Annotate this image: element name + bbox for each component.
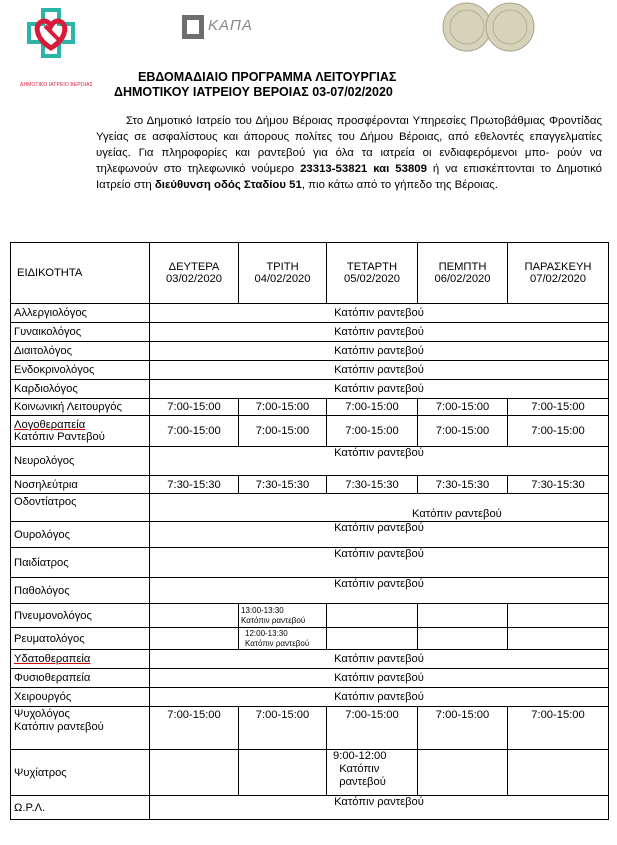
- time-cell: 7:00-15:00: [150, 416, 239, 447]
- specialty-name: Ψυχίατρος: [11, 750, 150, 796]
- specialty-name: Διαιτολόγος: [11, 342, 150, 361]
- table-row: [11, 522, 609, 548]
- schedule-cell: [508, 604, 609, 628]
- schedule-cell: Κατόπιν ραντεβού: [150, 650, 609, 669]
- time-cell: 7:00-15:00: [508, 707, 609, 750]
- specialty-name: Νοσηλεύτρια: [11, 476, 150, 494]
- schedule-cell: [418, 750, 508, 796]
- intro-text-2: ή να επισκέπτονται το Δημοτικό Ιατρείο στη: [96, 163, 602, 191]
- schedule-cell: Κατόπιν ραντεβού: [150, 342, 609, 361]
- table-row: [11, 380, 609, 399]
- table-row: [11, 399, 609, 416]
- time-cell: 7:00-15:00: [508, 416, 609, 447]
- schedule-cell: Κατόπιν ραντεβού: [150, 522, 609, 548]
- specialty-name: Ψυχολόγος Κατόπιν ραντεβού: [11, 707, 150, 750]
- time-cell: 7:30-15:30: [239, 476, 327, 494]
- specialty-name: Παιδίατρος: [11, 548, 150, 578]
- schedule-cell: Κατόπιν ραντεβού: [150, 548, 609, 578]
- time-cell: 7:00-15:00: [327, 707, 418, 750]
- page-subtitle: ΔΗΜΟΤΙΚΟΥ ΙΑΤΡΕΙΟΥ ΒΕΡΟΙΑΣ 03-07/02/2020: [114, 85, 393, 99]
- municipal-clinic-logo: [26, 8, 76, 64]
- intro-text-1: Στο Δημοτικό Ιατρείο του Δήμου Βέροιας προσφέρονται Υπηρεσίες Πρωτοβάθμιας Φροντίδας Υγείας σε ασφαλίστους και άπορους πολίτες του Δήμου Βέροιας, από εθελοντές επαγγελματίες υγείας. Για πληροφορίες και ραντεβού για όλα τα ιατρεία οι ενδιαφερόμενοι μπο- ρούν να τηλεφωνούν στο τηλεφωνικό νούμερο: [96, 115, 602, 175]
- dentist-note: Κατόπιν ραντεβού: [412, 508, 502, 520]
- specialty-name: Ενδοκρινολόγος: [11, 361, 150, 380]
- table-row: [11, 548, 609, 578]
- table-row: [11, 494, 609, 522]
- specialty-name: Χειρουργός: [11, 688, 150, 707]
- time-cell: 7:00-15:00: [418, 416, 508, 447]
- schedule-cell: [418, 604, 508, 628]
- time-cell: 7:00-15:00: [508, 399, 609, 416]
- schedule-cell: [150, 628, 239, 650]
- specialty-name: Φυσιοθεραπεία: [11, 669, 150, 688]
- schedule-cell: [150, 494, 609, 522]
- schedule-cell: [508, 750, 609, 796]
- specialty-name: Αλλεργιολόγος: [11, 304, 150, 323]
- address: διεύθυνση οδός Σταδίου 51: [154, 179, 302, 191]
- table-row: [11, 707, 609, 750]
- time-cell: 7:30-15:30: [327, 476, 418, 494]
- specialty-name: Παθολόγος: [11, 578, 150, 604]
- day-header: ΠΑΡΑΣΚΕΥΗ 07/02/2020: [508, 243, 609, 304]
- specialty-name: Κοινωνική Λειτουργός: [11, 399, 150, 416]
- table-row: [11, 304, 609, 323]
- schedule-cell: Κατόπιν ραντεβού: [150, 380, 609, 399]
- time-cell: 7:30-15:30: [150, 476, 239, 494]
- schedule-cell: Κατόπιν ραντεβού: [150, 323, 609, 342]
- specialty-name: Πνευμονολόγος: [11, 604, 150, 628]
- day-header: ΔΕΥΤΕΡΑ 03/02/2020: [150, 243, 239, 304]
- schedule-cell: [508, 628, 609, 650]
- table-row: [11, 796, 609, 820]
- schedule-cell: Κατόπιν ραντεβού: [150, 361, 609, 380]
- time-cell: 7:00-15:00: [150, 399, 239, 416]
- table-row: [11, 323, 609, 342]
- time-cell: 7:00-15:00: [239, 399, 327, 416]
- table-row: [11, 750, 609, 796]
- day-header: ΠΕΜΠΤΗ 06/02/2020: [418, 243, 508, 304]
- schedule-cell: Κατόπιν ραντεβού: [150, 796, 609, 820]
- table-row: [11, 578, 609, 604]
- time-cell: 7:00-15:00: [239, 416, 327, 447]
- table-header-row: [11, 243, 609, 304]
- specialty-name: Ουρολόγος: [11, 522, 150, 548]
- schedule-cell: 12:00-13:30 Κατόπιν ραντεβού: [239, 628, 327, 650]
- table-row: [11, 447, 609, 476]
- time-cell: 7:00-15:00: [418, 707, 508, 750]
- time-cell: 7:00-15:00: [327, 416, 418, 447]
- time-cell: 7:30-15:30: [418, 476, 508, 494]
- intro-paragraph: [96, 113, 602, 193]
- schedule-cell: 13:00-13:30 Κατόπιν ραντεβού: [239, 604, 327, 628]
- specialty-name: Οδοντίατρος: [11, 494, 150, 522]
- schedule-cell: [239, 750, 327, 796]
- time-cell: 7:00-15:00: [418, 399, 508, 416]
- specialty-name: Νευρολόγος: [11, 447, 150, 476]
- schedule-cell: [150, 604, 239, 628]
- schedule-cell: Κατόπιν ραντεβού: [150, 578, 609, 604]
- specialty-name: Υδατοθεραπεία: [11, 650, 150, 669]
- logo-caption: ΔΗΜΟΤΙΚΟ ΙΑΤΡΕΙΟ ΒΕΡΟΙΑΣ: [20, 82, 93, 88]
- table-row: [11, 650, 609, 669]
- table-row: [11, 628, 609, 650]
- schedule-table: [10, 242, 609, 820]
- table-row: [11, 342, 609, 361]
- day-header: ΤΡΙΤΗ 04/02/2020: [239, 243, 327, 304]
- day-header: ΤΕΤΑΡΤΗ 05/02/2020: [327, 243, 418, 304]
- specialty-name: Γυναικολόγος: [11, 323, 150, 342]
- table-row: [11, 669, 609, 688]
- table-row: [11, 416, 609, 447]
- time-cell: 7:00-15:00: [150, 707, 239, 750]
- specialty-name: Λογοθεραπεία Κατόπιν Ραντεβού: [11, 416, 150, 447]
- schedule-cell: [327, 604, 418, 628]
- schedule-cell: [418, 628, 508, 650]
- schedule-cell: Κατόπιν ραντεβού: [150, 447, 609, 476]
- schedule-cell: [150, 750, 239, 796]
- specialty-header: ΕΙΔΙΚΟΤΗΤΑ: [11, 243, 150, 304]
- table-row: [11, 604, 609, 628]
- page-title: ΕΒΔΟΜΑΔΙΑΙΟ ΠΡΟΓΡΑΜΜΑ ΛΕΙΤΟΥΡΓΙΑΣ: [138, 70, 397, 84]
- schedule-cell: 9:00-12:00 Κατόπιν ραντεβού: [327, 750, 418, 796]
- schedule-cell: Κατόπιν ραντεβού: [150, 688, 609, 707]
- specialty-name: Ω.Ρ.Λ.: [11, 796, 150, 820]
- table-row: [11, 361, 609, 380]
- time-cell: 7:30-15:30: [508, 476, 609, 494]
- table-row: [11, 476, 609, 494]
- intro-text-3: , πιο κάτω από το γήπεδο της Βέροιας.: [301, 179, 498, 191]
- coin-emblem: [442, 2, 536, 52]
- specialty-name: Ρευματολόγος: [11, 628, 150, 650]
- specialty-name: Καρδιολόγος: [11, 380, 150, 399]
- phone-numbers: 23313-53821 και 53809: [300, 163, 427, 175]
- time-cell: 7:00-15:00: [327, 399, 418, 416]
- schedule-cell: Κατόπιν ραντεβού: [150, 304, 609, 323]
- schedule-cell: Κατόπιν ραντεβού: [150, 669, 609, 688]
- schedule-cell: [327, 628, 418, 650]
- time-cell: 7:00-15:00: [239, 707, 327, 750]
- table-row: [11, 688, 609, 707]
- kapa-logo-text: ΚΑΠΑ: [208, 17, 253, 34]
